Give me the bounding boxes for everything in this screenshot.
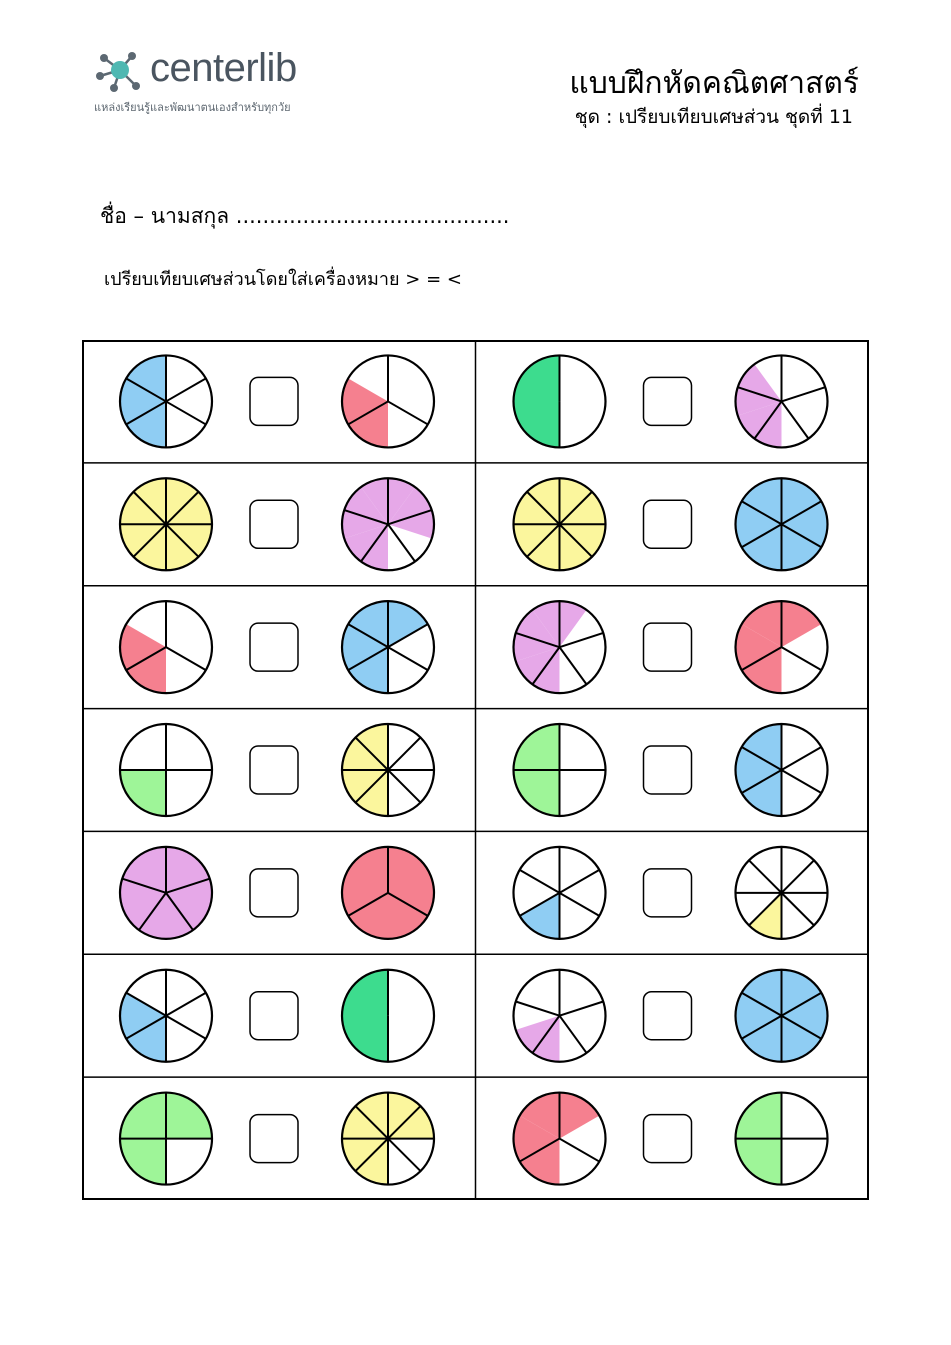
fraction-circle-right <box>736 724 828 816</box>
fraction-circle-left <box>120 847 212 939</box>
name-field-line[interactable]: ชื่อ – นามสกุล ......................................... <box>100 204 510 228</box>
fraction-comparison-grid <box>82 340 869 1200</box>
fraction-circle-left <box>120 970 212 1062</box>
fraction-circle-left <box>514 601 606 693</box>
worksheet-subtitle: ชุด : เปรียบเทียบเศษส่วน ชุดที่ 11 <box>574 106 853 128</box>
fraction-circle-left <box>120 724 212 816</box>
answer-box[interactable] <box>644 377 692 425</box>
fraction-circle-left <box>514 724 606 816</box>
answer-box[interactable] <box>250 623 298 671</box>
instruction-text: เปรียบเทียบเศษส่วนโดยใส่เครื่องหมาย > = < <box>104 269 462 290</box>
answer-box[interactable] <box>644 746 692 794</box>
fraction-circle-right <box>342 1093 434 1185</box>
fraction-circle-left <box>514 355 606 447</box>
fraction-circle-left <box>120 601 212 693</box>
fraction-circle-right <box>736 355 828 447</box>
fraction-circle-left <box>514 478 606 570</box>
fraction-circle-right <box>342 478 434 570</box>
fraction-circle-right <box>736 847 828 939</box>
fraction-circle-right <box>736 478 828 570</box>
answer-box[interactable] <box>644 869 692 917</box>
answer-box[interactable] <box>250 377 298 425</box>
fraction-circle-right <box>342 601 434 693</box>
fraction-circle-right <box>342 724 434 816</box>
worksheet-title: แบบฝึกหัดคณิตศาสตร์ <box>569 66 859 101</box>
fraction-circle-right <box>342 847 434 939</box>
shaded-sector <box>342 970 388 1062</box>
answer-box[interactable] <box>644 623 692 671</box>
fraction-circle-left <box>514 970 606 1062</box>
fraction-circle-right <box>736 1093 828 1185</box>
answer-box[interactable] <box>250 869 298 917</box>
fraction-circle-right <box>342 355 434 447</box>
answer-box[interactable] <box>644 1115 692 1163</box>
fraction-circle-left <box>514 1093 606 1185</box>
answer-box[interactable] <box>250 992 298 1040</box>
fraction-circle-left <box>514 847 606 939</box>
shaded-sector <box>514 355 560 447</box>
answer-box[interactable] <box>644 500 692 548</box>
fraction-circle-left <box>120 355 212 447</box>
molecule-icon <box>96 52 140 92</box>
fraction-circle-right <box>736 601 828 693</box>
fraction-circle-right <box>736 970 828 1062</box>
logo-text: centerlib <box>150 46 297 90</box>
logo-tagline: แหล่งเรียนรู้และพัฒนาตนเองสำหรับทุกวัย <box>94 101 291 114</box>
answer-box[interactable] <box>250 500 298 548</box>
answer-box[interactable] <box>644 992 692 1040</box>
fraction-grid-svg <box>82 340 869 1200</box>
answer-box[interactable] <box>250 1115 298 1163</box>
fraction-circle-right <box>342 970 434 1062</box>
answer-box[interactable] <box>250 746 298 794</box>
fraction-circle-left <box>120 1093 212 1185</box>
fraction-circle-left <box>120 478 212 570</box>
